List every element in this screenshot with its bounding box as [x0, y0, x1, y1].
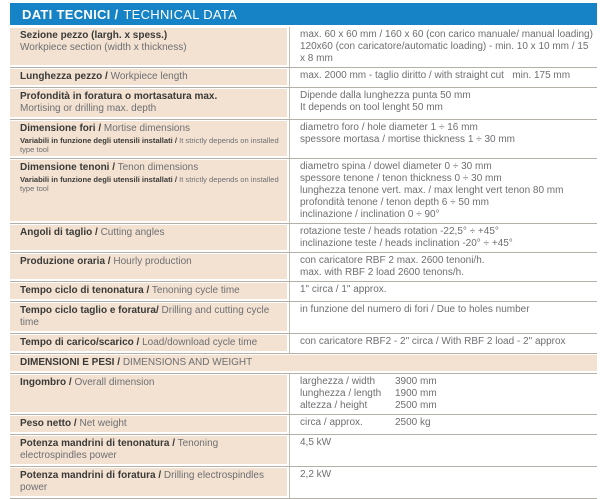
spec-label-english: Hourly production	[113, 256, 192, 267]
spec-row	[10, 120, 597, 159]
spec-label-italian: Sezione pezzo (largh. x spess.)	[20, 30, 168, 41]
value-pair-label: altezza / height	[300, 400, 368, 411]
section-header-english: DIMENSIONS AND WEIGHT	[122, 357, 253, 368]
page-title	[10, 3, 597, 25]
spec-label-italian: Produzione oraria /	[20, 256, 111, 267]
value-line: lunghezza tenone vert. max. / max lenght vert tenon 80 mm	[300, 185, 564, 196]
spec-value-cell	[289, 467, 597, 498]
spec-label-english: Drilling electrospindles power	[20, 470, 264, 493]
spec-label-cell	[10, 283, 287, 299]
spec-row	[10, 415, 597, 435]
spec-row	[10, 374, 597, 415]
spec-label-english: Workpiece section (width x thickness)	[20, 42, 187, 53]
spec-value-cell	[289, 68, 597, 87]
value-line: diametro foro / hole diameter 1 ÷ 16 mm	[300, 122, 478, 133]
value-line: profondità tenone / tenon depth 6 ÷ 50 mm	[300, 197, 489, 208]
spec-label-cell	[10, 254, 287, 279]
value-pair	[300, 417, 593, 429]
value-line: spessore tenone / tenon thickness 0 ÷ 30 mm	[300, 173, 502, 184]
spec-label-english: Drilling and cutting cycle time	[20, 305, 270, 328]
spec-label-english: Tenoning cycle time	[151, 285, 240, 296]
spec-value-cell	[289, 88, 597, 119]
value-pair	[300, 376, 593, 388]
spec-label-italian: Ingombro /	[20, 377, 72, 388]
value-pair	[300, 400, 593, 412]
spec-row	[10, 467, 597, 499]
spec-label-italian: Dimensione fori /	[20, 123, 102, 134]
spec-label-english: Mortise dimensions	[103, 123, 191, 134]
value-line: spessore mortasa / mortise thickness 1 ÷ 30 mm	[300, 134, 516, 145]
spec-label	[20, 256, 279, 268]
page-title-italian: DATI TECNICI /	[22, 6, 119, 22]
spec-row	[10, 224, 597, 253]
value-line: diametro spina / dowel diameter 0 ÷ 30 mm	[300, 161, 492, 172]
value-pair-value: 1900 mm	[395, 388, 437, 399]
spec-label	[20, 227, 279, 239]
spec-label-english: Tenon dimensions	[117, 162, 199, 173]
section-header-cell	[10, 355, 597, 371]
spec-value-cell	[289, 302, 597, 333]
spec-label-english: Mortising or drilling max. depth	[20, 103, 157, 114]
value-line: 120x60 (con caricatore/automatic loading) - min. 10 x 10 mm / 15 x 8 mm	[300, 41, 592, 64]
spec-value-cell	[289, 159, 597, 223]
spec-row	[10, 159, 597, 224]
spec-value-cell	[289, 374, 597, 414]
spec-label-english: Cutting angles	[100, 227, 165, 238]
value-pair-value: 3900 mm	[395, 376, 437, 387]
value-line: It depends on tool lenght 50 mm	[300, 102, 443, 113]
spec-row	[10, 282, 597, 302]
spec-value-cell	[289, 415, 597, 434]
spec-label	[20, 71, 279, 83]
spec-label-cell	[10, 160, 287, 221]
spec-note-italian: Variabili in funzione degli utensili installati /	[20, 175, 177, 184]
spec-label-note	[20, 175, 279, 193]
spec-label-cell	[10, 89, 287, 117]
spec-label	[20, 470, 279, 494]
section-header-label	[20, 357, 589, 369]
spec-label-english: Load/download cycle time	[142, 337, 258, 348]
section-header-row	[10, 354, 597, 374]
spec-label-italian: Angoli di taglio /	[20, 227, 98, 238]
spec-label	[20, 30, 279, 54]
spec-label	[20, 418, 279, 430]
spec-label	[20, 377, 279, 389]
spec-label-italian: Lunghezza pezzo /	[20, 71, 108, 82]
value-line: max. 2000 mm - taglio diritto / with straight cut min. 175 mm	[300, 70, 571, 81]
value-pair-value: 2500 mm	[395, 400, 437, 411]
spec-label-cell	[10, 121, 287, 156]
spec-label-note	[20, 136, 279, 154]
spec-label-italian: Tempo di carico/scarico /	[20, 337, 140, 348]
value-line: inclinazione teste / heads inclination -20° ÷ +45°	[300, 238, 513, 249]
spec-label-cell	[10, 28, 287, 65]
value-line: in funzione del numero di fori / Due to holes number	[300, 304, 530, 315]
spec-label-italian: Potenza mandrini di foratura /	[20, 470, 162, 481]
value-line: con caricatore RBF 2 max. 2600 tenoni/h.	[300, 255, 485, 266]
spec-value-cell	[289, 27, 597, 67]
spec-row	[10, 302, 597, 334]
spec-label	[20, 285, 279, 297]
spec-label-cell	[10, 69, 287, 85]
spec-label	[20, 91, 279, 115]
spec-label-cell	[10, 335, 287, 351]
spec-label-cell	[10, 375, 287, 412]
spec-value-cell	[289, 120, 597, 158]
spec-label-italian: Profondità in foratura o mortasatura max.	[20, 91, 218, 102]
spec-label	[20, 438, 279, 462]
spec-label-italian: Potenza mandrini di tenonatura /	[20, 438, 176, 449]
spec-label-english: Tenoning electrospindles power	[20, 438, 219, 461]
spec-label-english: Net weight	[79, 418, 127, 429]
spec-label-cell	[10, 225, 287, 250]
value-line: inclinazione / inclination 0 ÷ 90°	[300, 209, 440, 220]
value-pair-value: 2500 kg	[395, 417, 431, 428]
spec-row	[10, 253, 597, 282]
value-pair-label: circa / approx.	[300, 417, 363, 428]
spec-table	[10, 27, 597, 499]
spec-value-cell	[289, 224, 597, 252]
spec-label-cell	[10, 303, 287, 331]
spec-row	[10, 435, 597, 467]
spec-label-italian: Peso netto /	[20, 418, 77, 429]
value-pair-label: larghezza / width	[300, 376, 376, 387]
spec-value-cell	[289, 334, 597, 353]
value-line: 4,5 kW	[300, 437, 332, 448]
spec-label-english: Workpiece length	[110, 71, 188, 82]
spec-label-italian: Tempo ciclo taglio e foratura/	[20, 305, 159, 316]
spec-label-cell	[10, 416, 287, 432]
spec-row	[10, 68, 597, 88]
spec-label	[20, 305, 279, 329]
spec-label	[20, 162, 279, 174]
spec-row	[10, 27, 597, 68]
value-pair-label: lunghezza / length	[300, 388, 382, 399]
spec-value-cell	[289, 435, 597, 466]
spec-label	[20, 123, 279, 135]
spec-value-cell	[289, 253, 597, 281]
value-line: 1" circa / 1" approx.	[300, 284, 387, 295]
spec-note-italian: Variabili in funzione degli utensili installati /	[20, 136, 177, 145]
value-line: 2,2 kW	[300, 469, 332, 480]
value-line: Dipende dalla lunghezza punta 50 mm	[300, 90, 471, 101]
spec-label-italian: Dimensione tenoni /	[20, 162, 116, 173]
value-line: con caricatore RBF2 - 2" circa / With RBF 2 load - 2" approx	[300, 336, 566, 347]
spec-label-cell	[10, 436, 287, 464]
spec-label-italian: Tempo ciclo di tenonatura /	[20, 285, 150, 296]
spec-label-english: Overall dimension	[74, 377, 155, 388]
value-line: max. with RBF 2 load 2600 tenons/h.	[300, 267, 464, 278]
section-header-italian: DIMENSIONI E PESI /	[20, 357, 121, 368]
spec-label	[20, 337, 279, 349]
page-title-english: TECHNICAL DATA	[123, 6, 238, 22]
spec-note-english: It strictly depends on installed type tool	[20, 136, 279, 154]
value-line: rotazione teste / heads rotation -22,5° ÷ +45°	[300, 226, 499, 237]
spec-row	[10, 88, 597, 120]
spec-label-cell	[10, 468, 287, 496]
spec-row	[10, 334, 597, 354]
spec-note-english: It strictly depends on installed type tool	[20, 175, 279, 193]
value-pair	[300, 388, 593, 400]
spec-value-cell	[289, 282, 597, 301]
value-line: max. 60 x 60 mm / 160 x 60 (con carico manuale/ manual loading)	[300, 29, 593, 40]
